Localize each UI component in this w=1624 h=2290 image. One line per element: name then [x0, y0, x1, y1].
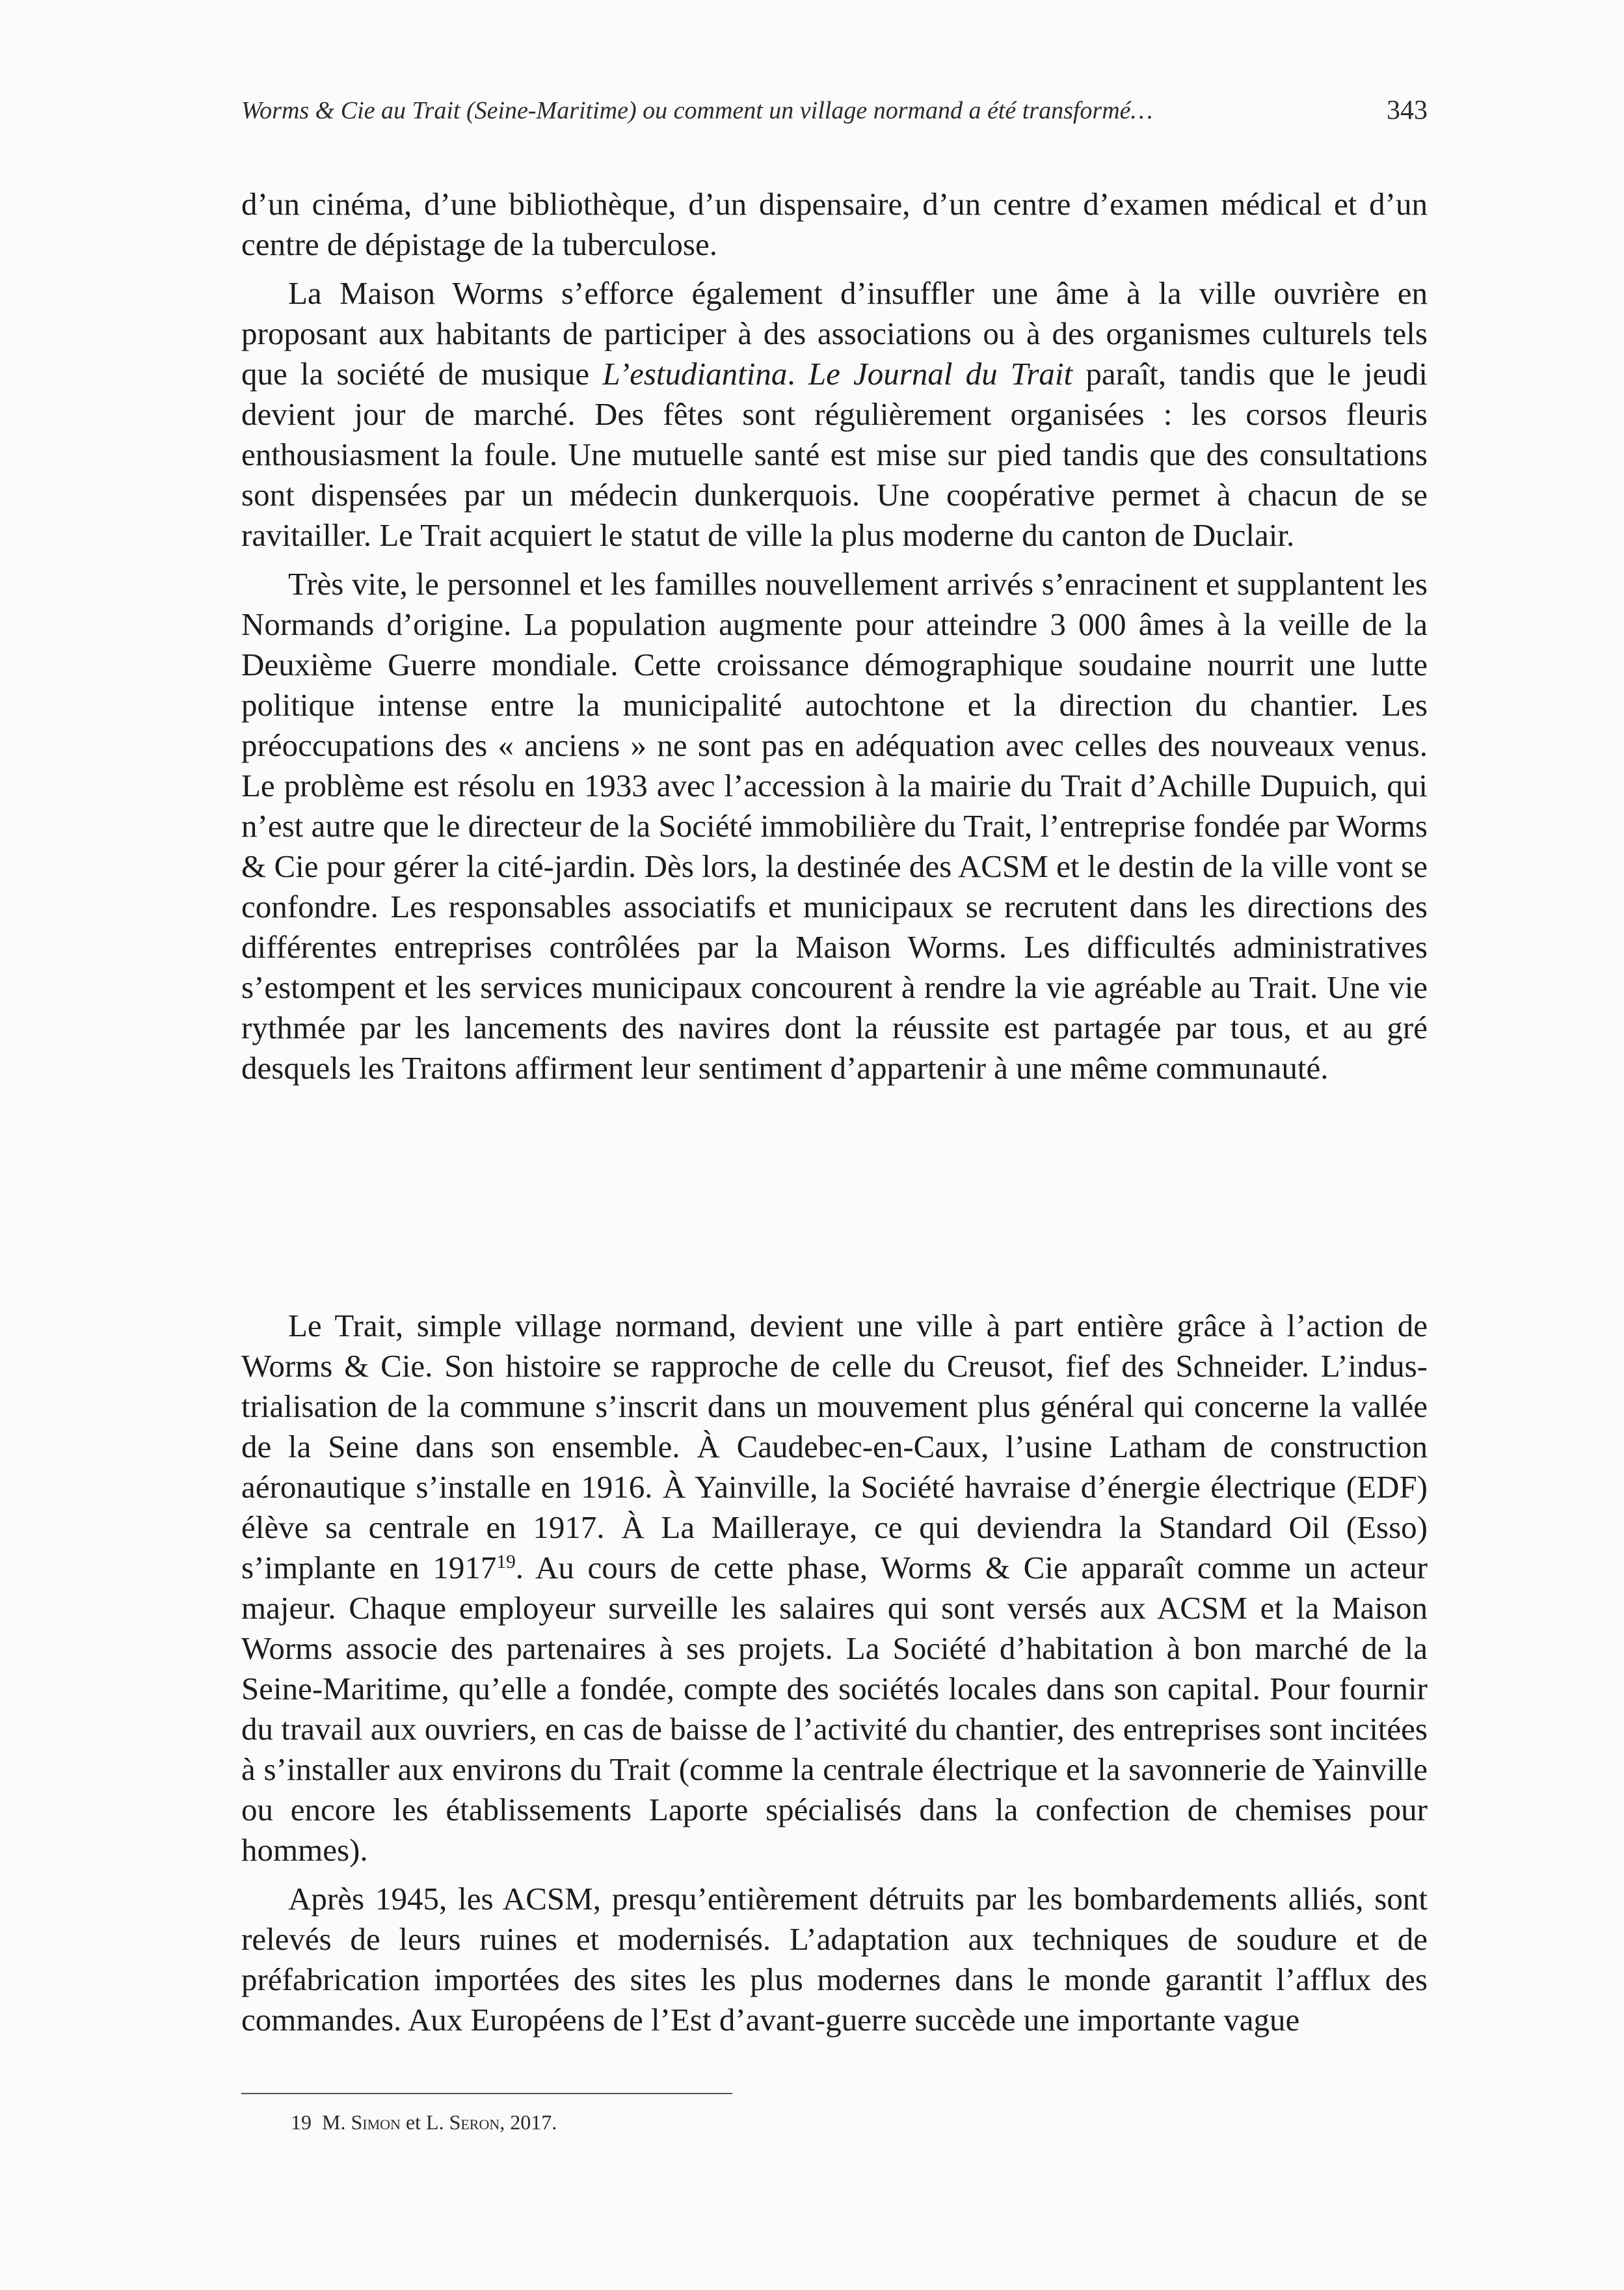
paragraph-2 [241, 273, 1428, 556]
paragraph-3: Très vite, le personnel et les familles nouvellement arrivés s’enracinent et supplantent les Normands d’origine. La population augmente pour atteindre 3 000 âmes à la veille de la Deuxième Guerre mondiale. Cette croissance démographique soudaine nourrit une lutte politique intense entre la municipalité autochtone et la direction du chantier. Les préoccupations des « anciens » ne sont pas en adéquation avec celles des nouveaux venus. Le problème est résolu en 1933 avec l’accession à la mairie du Trait d’Achille Dupuich, qui n’est autre que le directeur de la Société immobilière du Trait, l’entreprise fondée par Worms & Cie pour gérer la cité-jardin. Dès lors, la destinée des ACSM et le destin de la ville vont se confondre. Les responsables associatifs et municipaux se recrutent dans les directions des différentes entreprises contrôlées par la Maison Worms. Les difficultés administratives s’estompent et les services municipaux concourent à rendre la vie agréable au Trait. Une vie rythmée par les lancements des navires dont la réussite est partagée par tous, et au gré desquels les Traitons affirment leur sentiment d’appartenir à une même communauté. [241, 566, 1428, 1086]
paragraph-4 [241, 1306, 1428, 1870]
footnote-number: 19 [291, 2110, 312, 2134]
page-number: 343 [1387, 96, 1428, 126]
footnote-ref-19: 19 [496, 1551, 516, 1572]
paragraph-5: Après 1945, les ACSM, presqu’entièrement détruits par les bombardements alliés, sont relevés de leurs ruines et modernisés. L’adaptation aux techniques de soudure et de préfabrication importées des sites les plus modernes dans le monde garantit l’afflux des commandes. Aux Européens de l’Est d’avant-guerre succède une importante vague [241, 1881, 1428, 2038]
paragraph-2-text-c: . [787, 356, 808, 392]
paragraph-4-text-b: . Au cours de cette phase, Worms & Cie apparaît comme un acteur majeur. Chaque employeur surveille les salaires qui sont versés aux ACSM et la Maison Worms associe des partenaires à ses projets. La Société d’habitation à bon marché de la Seine-Maritime, qu’elle a fondée, compte des sociétés locales dans son capital. Pour fournir du travail aux ouvriers, en cas de baisse de l’activité du chantier, des entreprises sont incitées à s’installer aux environs du Trait (comme la centrale électrique et la savonnerie de Yainville ou encore les établissements Laporte spécialisés dans la confection de chemises pour hommes). [241, 1550, 1428, 1868]
title-estudiantina: L’estudiantina [602, 356, 788, 392]
footnote-19: 19 M. Simon et L. Seron, 2017. [291, 2110, 557, 2134]
footnote-author2-initial: L. [426, 2110, 444, 2134]
footnote-author1-name: Simon [351, 2110, 401, 2134]
body-section-2 [241, 1306, 1428, 2040]
page-header [241, 91, 1428, 130]
paragraph-4-text-a: Le Trait, simple village normand, devient une ville à part entière grâce à l’action de Worms & Cie. Son histoire se rapproche de celle du Creusot, fief des Schneider. L’industrialisation de la commune s’inscrit dans un mouvement plus général qui concerne la vallée de la Seine dans son ensemble. À Caudebec-en-Caux, l’usine Latham de construction aéronautique s’installe en 1916. À Yainville, la Société havraise d’énergie électrique (EDF) élève sa centrale en 1917. À La Mailleraye, ce qui deviendra la Standard Oil (Esso) s’implante en 1917 [241, 1308, 1428, 1585]
footnote-author2-name: Seron [449, 2110, 500, 2134]
title-journal-du-trait: Le Journal du Trait [808, 356, 1073, 392]
paragraph-2-text-a: La Maison Worms s’efforce également d’insuffler une âme à la ville ouvrière en proposant aux habitants de participer à des associations ou à des organismes culturels tels que la société de musique [241, 275, 1428, 392]
footnote-conj: et [405, 2110, 421, 2134]
body-section-1 [241, 184, 1428, 1088]
paragraph-2-text-e: paraît, tandis que le jeudi devient jour de marché. Des fêtes sont régulièrement organisées : les corsos fleuris enthousiasment la foule. Une mutuelle santé est mise sur pied tandis que des consultations sont dispensées par un médecin dunkerquois. Une coopérative permet à chacun de se ravitailler. Le Trait acquiert le statut de ville la plus moderne du canton de Duclair. [241, 356, 1428, 553]
paragraph-1: d’un cinéma, d’une bibliothèque, d’un dispensaire, d’un centre d’examen médical et d’un centre de dépistage de la tuberculose. [241, 186, 1428, 262]
footnote-author1-initial: M. [322, 2110, 346, 2134]
footnote-year: 2017. [510, 2110, 557, 2134]
footnote-divider [241, 2093, 732, 2094]
running-title: Worms & Cie au Trait (Seine-Maritime) ou comment un village normand a été transformé… [241, 97, 1153, 124]
